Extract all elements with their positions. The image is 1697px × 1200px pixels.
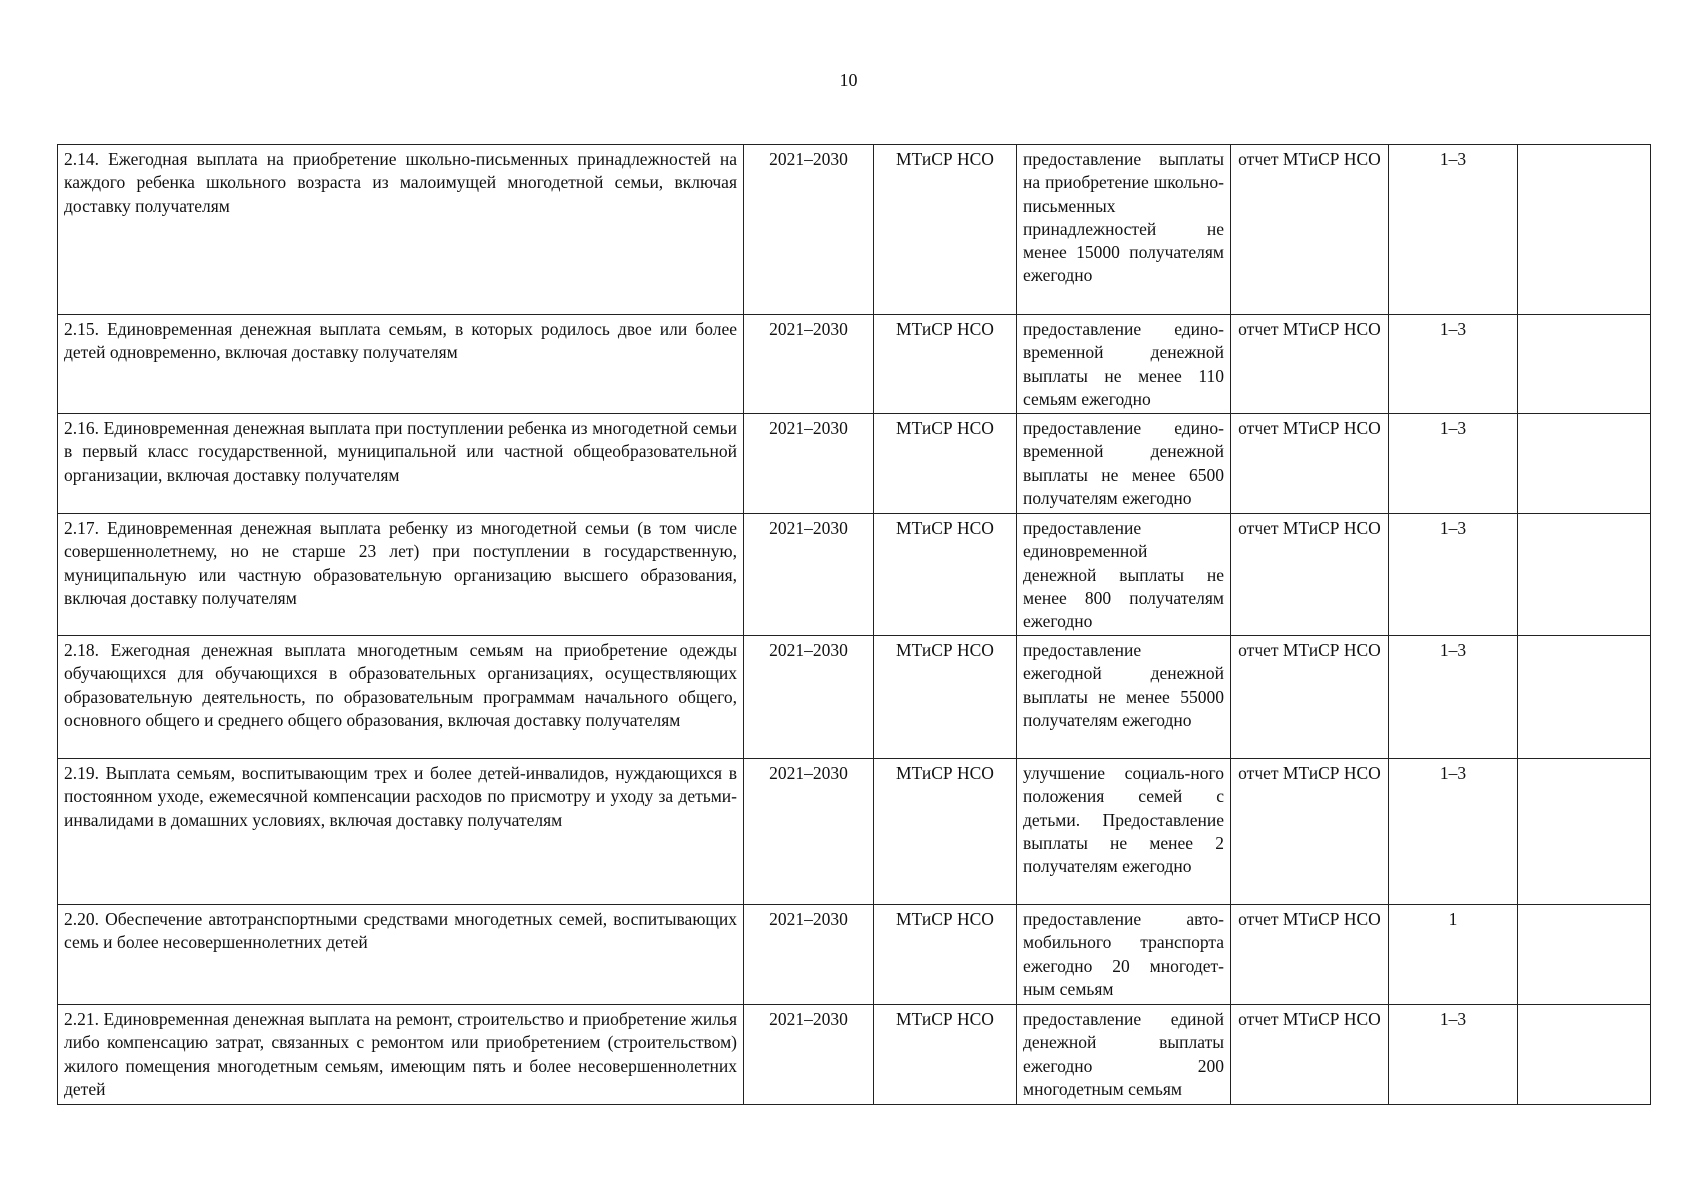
control-form-cell: отчет МТиСР НСО xyxy=(1231,1005,1389,1105)
table-row xyxy=(58,145,1651,315)
table-row xyxy=(58,636,1651,759)
tasks-cell: 1–3 xyxy=(1389,636,1518,759)
expected-result-cell: предоставление выплаты на приобретение школьно-письменных принадлежностей не менее 15000 получателям ежегодно xyxy=(1017,145,1231,315)
measure-name-cell: 2.19. Выплата семьям, воспитывающим трех и более детей-инвалидов, нуждающихся в постоянном уходе, ежемесячной компенсации расходов по присмотру и уходу за детьми-инвалидами в домашних условиях, включая доставку получателям xyxy=(58,759,744,905)
period-cell: 2021–2030 xyxy=(744,315,874,414)
table-row xyxy=(58,514,1651,636)
tasks-cell: 1–3 xyxy=(1389,759,1518,905)
tasks-cell: 1–3 xyxy=(1389,145,1518,315)
control-form-cell: отчет МТиСР НСО xyxy=(1231,905,1389,1005)
expected-result-cell: предоставление авто-мобильного транспорта ежегодно 20 многодет-ным семьям xyxy=(1017,905,1231,1005)
period-cell: 2021–2030 xyxy=(744,1005,874,1105)
executor-cell: МТиСР НСО xyxy=(874,414,1017,514)
table-row xyxy=(58,315,1651,414)
note-cell xyxy=(1518,414,1651,514)
note-cell xyxy=(1518,315,1651,414)
measures-table xyxy=(57,144,1651,1105)
table-row xyxy=(58,1005,1651,1105)
control-form-cell: отчет МТиСР НСО xyxy=(1231,514,1389,636)
control-form-cell: отчет МТиСР НСО xyxy=(1231,145,1389,315)
measure-name-cell: 2.20. Обеспечение автотранспортными средствами многодетных семей, воспитывающих семь и более несовершеннолетних детей xyxy=(58,905,744,1005)
executor-cell: МТиСР НСО xyxy=(874,759,1017,905)
measure-name-cell: 2.17. Единовременная денежная выплата ребенку из многодетной семьи (в том числе совершеннолетнему, но не старше 23 лет) при поступлении в государственную, муниципальную или частную образовательную организацию высшего образования, включая доставку получателям xyxy=(58,514,744,636)
expected-result-cell: предоставление едино-временной денежной выплаты не менее 110 семьям ежегодно xyxy=(1017,315,1231,414)
measure-name-cell: 2.16. Единовременная денежная выплата при поступлении ребенка из многодетной семьи в первый класс государственной, муниципальной или частной общеобразовательной организации, включая доставку получателям xyxy=(58,414,744,514)
executor-cell: МТиСР НСО xyxy=(874,514,1017,636)
period-cell: 2021–2030 xyxy=(744,145,874,315)
note-cell xyxy=(1518,514,1651,636)
executor-cell: МТиСР НСО xyxy=(874,636,1017,759)
control-form-cell: отчет МТиСР НСО xyxy=(1231,414,1389,514)
measure-name-cell: 2.18. Ежегодная денежная выплата многодетным семьям на приобретение одежды обучающихся для обучающихся в образовательных организациях, осуществляющих образовательную деятельность, по образовательным программам начального общего, основного общего и среднего общего образования, включая доставку получателям xyxy=(58,636,744,759)
expected-result-cell: улучшение социаль-ного положения семей с детьми. Предоставление выплаты не менее 2 получателям ежегодно xyxy=(1017,759,1231,905)
control-form-cell: отчет МТиСР НСО xyxy=(1231,315,1389,414)
note-cell xyxy=(1518,759,1651,905)
executor-cell: МТиСР НСО xyxy=(874,905,1017,1005)
executor-cell: МТиСР НСО xyxy=(874,145,1017,315)
period-cell: 2021–2030 xyxy=(744,759,874,905)
note-cell xyxy=(1518,145,1651,315)
control-form-cell: отчет МТиСР НСО xyxy=(1231,636,1389,759)
tasks-cell: 1–3 xyxy=(1389,414,1518,514)
executor-cell: МТиСР НСО xyxy=(874,315,1017,414)
tasks-cell: 1 xyxy=(1389,905,1518,1005)
measure-name-cell: 2.21. Единовременная денежная выплата на ремонт, строительство и приобретение жилья либо компенсацию затрат, связанных с ремонтом или приобретением (строительством) жилого помещения многодетным семьям, имеющим пять и более несовершеннолетних детей xyxy=(58,1005,744,1105)
tasks-cell: 1–3 xyxy=(1389,1005,1518,1105)
expected-result-cell: предоставление единой денежной выплаты ежегодно 200 многодетным семьям xyxy=(1017,1005,1231,1105)
tasks-cell: 1–3 xyxy=(1389,514,1518,636)
table-row xyxy=(58,759,1651,905)
tasks-cell: 1–3 xyxy=(1389,315,1518,414)
measure-name-cell: 2.14. Ежегодная выплата на приобретение школьно-письменных принадлежностей на каждого ребенка школьного возраста из малоимущей многодетной семьи, включая доставку получателям xyxy=(58,145,744,315)
period-cell: 2021–2030 xyxy=(744,905,874,1005)
expected-result-cell: предоставление единовременной денежной выплаты не менее 800 получателям ежегодно xyxy=(1017,514,1231,636)
executor-cell: МТиСР НСО xyxy=(874,1005,1017,1105)
page-number: 10 xyxy=(839,70,858,90)
period-cell: 2021–2030 xyxy=(744,636,874,759)
table-row xyxy=(58,905,1651,1005)
control-form-cell: отчет МТиСР НСО xyxy=(1231,759,1389,905)
note-cell xyxy=(1518,636,1651,759)
period-cell: 2021–2030 xyxy=(744,414,874,514)
note-cell xyxy=(1518,905,1651,1005)
expected-result-cell: предоставление едино-временной денежной выплаты не менее 6500 получателям ежегодно xyxy=(1017,414,1231,514)
period-cell: 2021–2030 xyxy=(744,514,874,636)
expected-result-cell: предоставление ежегодной денежной выплаты не менее 55000 получателям ежегодно xyxy=(1017,636,1231,759)
table-row xyxy=(58,414,1651,514)
note-cell xyxy=(1518,1005,1651,1105)
measure-name-cell: 2.15. Единовременная денежная выплата семьям, в которых родилось двое или более детей одновременно, включая доставку получателям xyxy=(58,315,744,414)
